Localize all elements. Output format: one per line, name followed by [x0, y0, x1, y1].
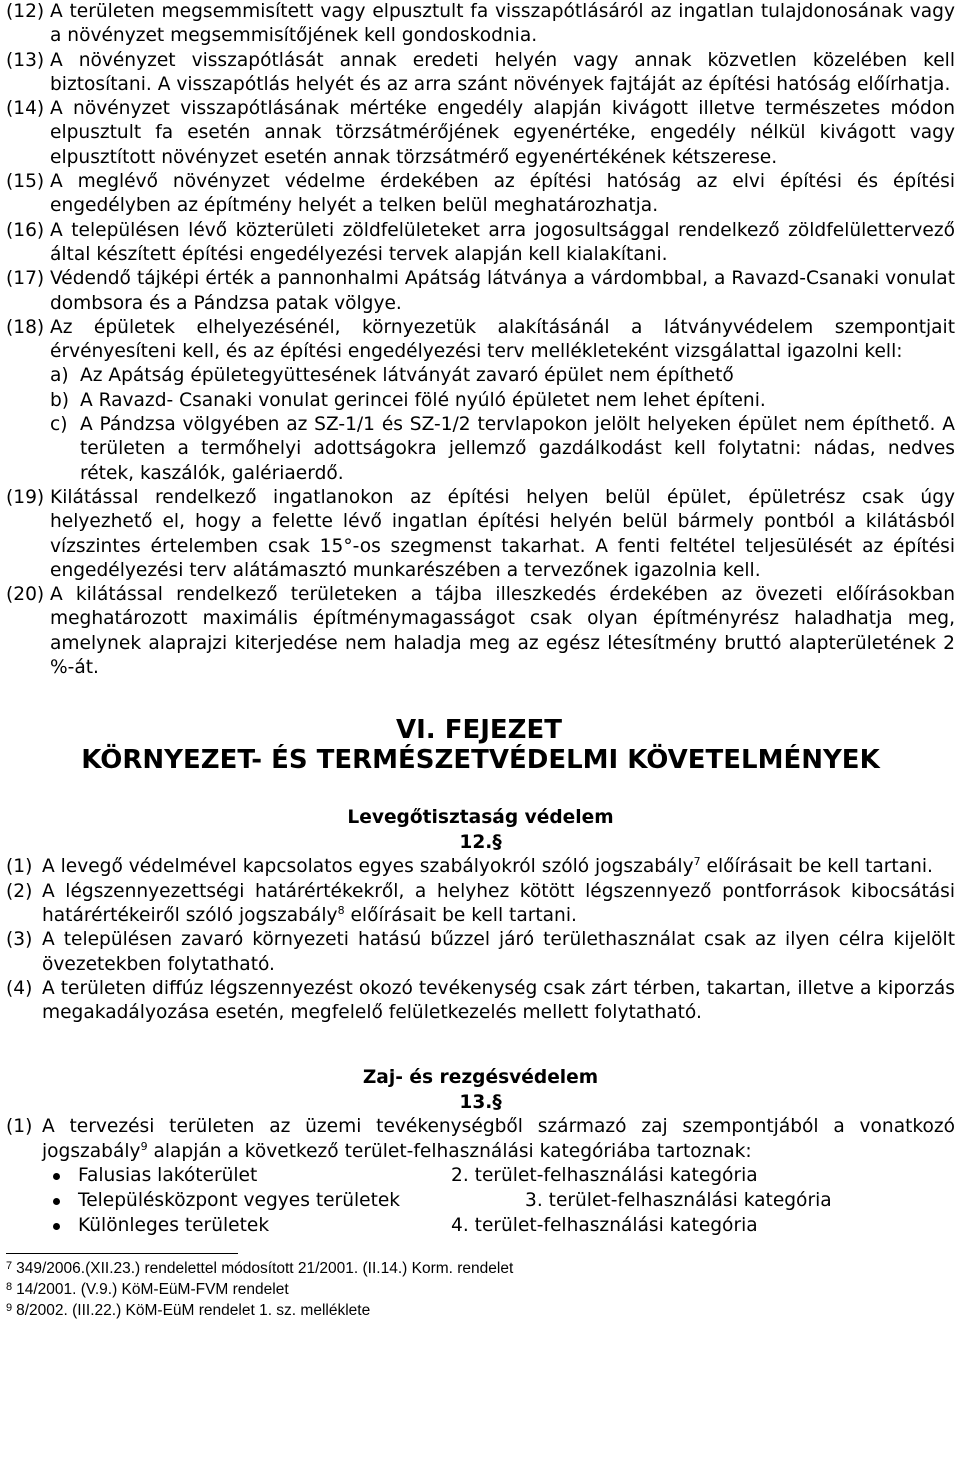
footnote-8: [6, 1279, 955, 1300]
paragraph-number: (18): [6, 316, 45, 338]
bullet-icon: [53, 1173, 60, 1180]
paragraph-text: Védendő tájképi érték a pannonhalmi Apátság látványa a várdombbal, a Ravazd-Csanaki vonulat dombsora és a Pándzsa patak völgye.: [50, 268, 955, 314]
area-name: Falusias lakóterület: [78, 1165, 258, 1187]
footnote-7: [6, 1258, 955, 1279]
paragraph-18: [6, 316, 955, 365]
paragraph-text: [42, 1115, 955, 1164]
subitem-label: a): [50, 365, 69, 387]
section-12-title: Levegőtisztaság védelem: [347, 807, 614, 829]
paragraph-number: (3): [6, 929, 33, 951]
paragraph-16: [6, 219, 955, 268]
paragraph-text: A meglévő növényzet védelme érdekében az építési hatóság az elvi építési és építési engedélyben az építmény helyét a telken belül meghatározhatja.: [50, 171, 955, 217]
section-12-paragraph-1: [6, 855, 955, 879]
chapter-title: KÖRNYEZET- ÉS TERMÉSZETVÉDELMI KÖVETELMÉNYEK: [81, 745, 880, 776]
paragraph-text-part: előírásait be kell tartani.: [344, 904, 577, 926]
paragraph-text: A területen megsemmisített vagy elpusztult fa visszapótlásáról az ingatlan tulajdonosának vagy a növényzet megsemmisítőjének kell gondoskodnia.: [50, 1, 955, 47]
subitem-b: [50, 389, 955, 413]
subitem-a: [50, 364, 955, 388]
bullet-icon: [53, 1223, 60, 1230]
section-13-number: 13.§: [459, 1092, 502, 1114]
chapter-number: VI. FEJEZET: [396, 715, 563, 746]
subitem-label: b): [50, 389, 70, 411]
bullet-icon: [53, 1198, 60, 1205]
paragraph-20: [6, 583, 955, 680]
paragraph-number: (17): [6, 268, 45, 290]
subitem-label: c): [50, 414, 68, 436]
paragraph-number: (12): [6, 1, 45, 22]
paragraph-12: [6, 0, 955, 49]
paragraph-text-part: előírásait be kell tartani.: [700, 856, 933, 878]
paragraph-text: [42, 855, 955, 879]
paragraph-text-part: A tervezési területen az üzemi tevékenységből származó zaj szempontjából a vonatkozó jogszabály: [42, 1116, 955, 1162]
footnote-number: 9: [6, 1301, 13, 1314]
paragraph-number: (13): [6, 49, 45, 71]
list-item: [50, 1164, 955, 1189]
footnote-text: 8/2002. (III.22.) KöM-EüM rendelet 1. sz. melléklete: [16, 1301, 371, 1319]
paragraph-text: Az épületek elhelyezésénél, környezetük alakításánál a látványvédelem szempontjait érvényesíteni kell, és az építési engedélyezési terv mellékleteként vizsgálattal igazolni kell:: [50, 316, 955, 363]
area-category: 4. terület-felhasználási kategória: [451, 1215, 758, 1237]
footnote-text: 14/2001. (V.9.) KöM-EüM-FVM rendelet: [16, 1280, 289, 1298]
paragraph-text-part: alapján a következő terület-felhasználási kategóriába tartoznak:: [147, 1140, 752, 1162]
footnote-number: 7: [6, 1259, 13, 1272]
section-12-number: 12.§: [459, 832, 502, 854]
paragraph-17: [6, 267, 955, 316]
subitem-text: Az Apátság épületegyüttesének látványát zavaró épület nem építhető: [80, 365, 734, 387]
subitem-text: A Pándzsa völgyében az SZ-1/1 és SZ-1/2 tervlapokon jelölt helyeken épület nem építhető. A területen a termőhelyi adottságokra jellemző gazdálkodást kell folytatni: nádas, nedves rétek, kaszálók, galériaerdő.: [80, 414, 955, 484]
list-item: [50, 1189, 955, 1214]
footnote-9: [6, 1300, 955, 1321]
area-category: 2. terület-felhasználási kategória: [451, 1165, 758, 1187]
paragraph-number: (4): [6, 977, 33, 999]
paragraph-text: A kilátással rendelkező területeken a tájba illeszkedés érdekében az övezeti előírásokban meghatározott maximális építménymagasságot csak olyan építményrész haladhatja meg, amelynek alaprajzi kiterjedése nem haladja meg az egész létesítmény bruttó alapterületének 2 %-át.: [50, 584, 955, 679]
section-12-paragraph-4: [6, 977, 955, 1026]
paragraph-number: (1): [6, 1116, 33, 1138]
area-name: Különleges területek: [78, 1215, 270, 1237]
footnote-separator: [6, 1253, 238, 1254]
section-12-paragraph-2: [6, 880, 955, 929]
subitem-text: A Ravazd- Csanaki vonulat gerincei fölé nyúló épületet nem lehet építeni.: [80, 389, 766, 411]
paragraph-text: A településen zavaró környezeti hatású bűzzel járó területhasználat csak az ilyen célra kijelölt övezetekben folytatható.: [42, 929, 955, 975]
subitem-c: [50, 413, 955, 486]
paragraph-text: A területen diffúz légszennyezést okozó tevékenység csak zárt térben, takartan, illetve a kiporzás megakadályozása esetén, megfelelő felületkezelés mellett folytatható.: [42, 977, 955, 1024]
paragraph-15: [6, 170, 955, 219]
paragraph-14: [6, 97, 955, 170]
paragraph-number: (1): [6, 856, 33, 878]
section-12-paragraph-3: [6, 928, 955, 977]
section-13-paragraph-1: [6, 1115, 955, 1164]
paragraph-number: (15): [6, 171, 45, 193]
paragraph-text: A növényzet visszapótlásának mértéke engedély alapján kivágott illetve természetes módon elpusztult fa esetén annak törzsátmérőjének egyenértéke, engedély nélkül kivágott vagy elpusztított növényzet esetén annak törzsátmérő egyenértékének kétszerese.: [50, 98, 955, 168]
area-category: 3. terület-felhasználási kategória: [525, 1190, 832, 1212]
area-name: Településközpont vegyes területek: [78, 1190, 401, 1212]
section-13-title: Zaj- és rezgésvédelem: [362, 1067, 599, 1089]
paragraph-19: [6, 486, 955, 583]
paragraph-number: (20): [6, 584, 45, 606]
footnote-number: 8: [6, 1280, 13, 1293]
footnote-ref-7: 7: [693, 855, 701, 869]
footnote-ref-8: 8: [337, 903, 345, 917]
paragraph-text: [42, 880, 955, 929]
paragraph-number: (19): [6, 486, 45, 508]
paragraph-13: [6, 49, 955, 98]
paragraph-text: A településen lévő közterületi zöldfelületeket arra jogosultsággal rendelkező zöldfelülettervező által készített építési engedélyezési tervek alapján kell kialakítani.: [50, 219, 955, 265]
paragraph-text-part: A levegő védelmével kapcsolatos egyes szabályokról szóló jogszabály: [42, 856, 694, 878]
paragraph-number: (16): [6, 219, 45, 241]
paragraph-text: A növényzet visszapótlását annak eredeti helyén vagy annak közvetlen közelében kell biztosítani. A visszapótlás helyét és az arra szánt növények fajtáját az építési hatóság előírhatja.: [50, 49, 955, 95]
paragraph-text: Kilátással rendelkező ingatlanokon az építési helyen belül épület, épületrész csak úgy helyezhető el, hogy a felette lévő ingatlan építési helyén belül bármely pontból a kilátásból vízszintes értelemben csak 15°-os szegmenst takarhat. A fenti feltétel teljesülését az építési engedélyezési terv alátámasztó munkarészében a tervezőnek igazolnia kell.: [50, 486, 955, 581]
paragraph-number: (2): [6, 880, 33, 902]
paragraph-number: (14): [6, 98, 45, 120]
paragraph-text-part: A légszennyezettségi határértékekről, a helyhez kötött légszennyező pontforrások kibocsátási határértékeiről szóló jogszabály: [42, 880, 955, 926]
category-list: [50, 1164, 955, 1239]
footnote-text: 349/2006.(XII.23.) rendelettel módosított 21/2001. (II.14.) Korm. rendelet: [16, 1259, 514, 1277]
footnote-ref-9: 9: [140, 1139, 148, 1153]
list-item: [50, 1214, 955, 1239]
